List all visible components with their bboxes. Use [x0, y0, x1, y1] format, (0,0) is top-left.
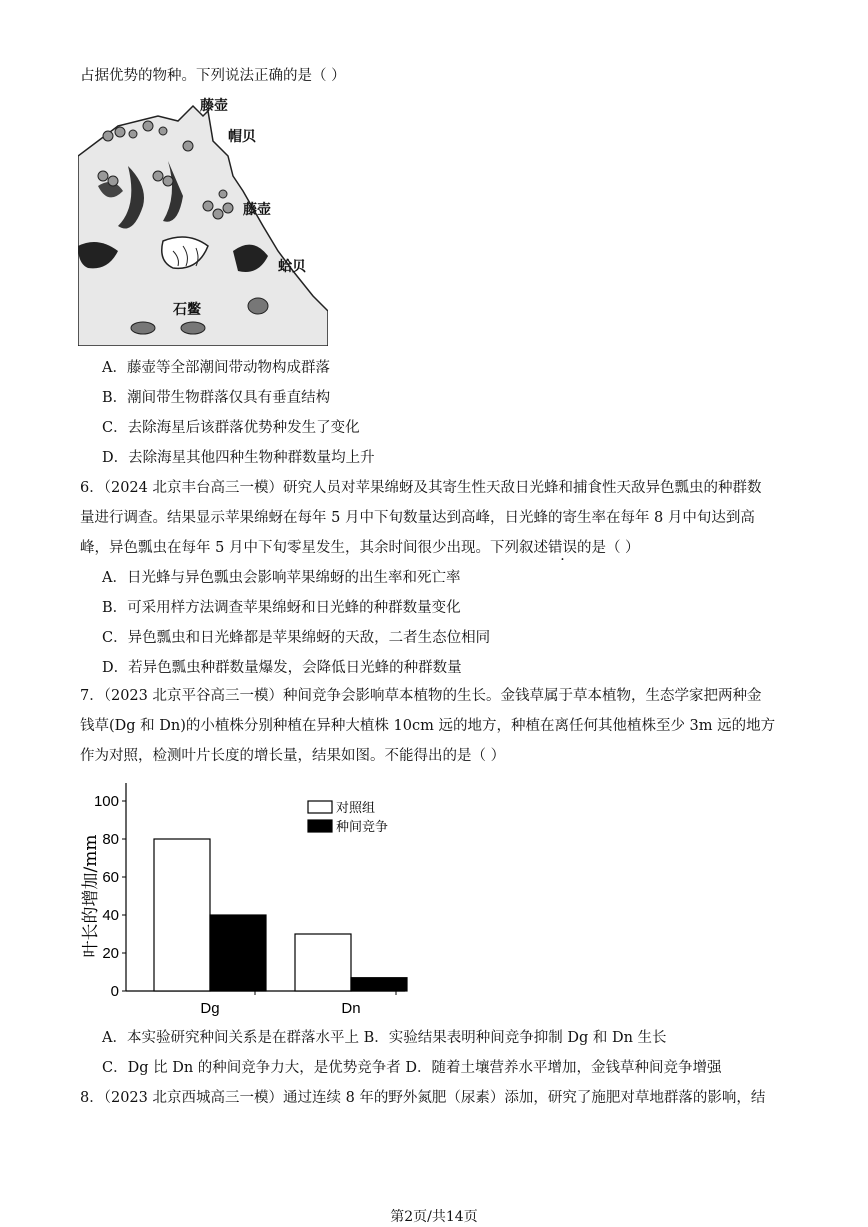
x-tick-label-dg: Dg	[200, 1000, 220, 1017]
q5-option-c: C．去除海星后该群落优势种发生了变化	[102, 420, 360, 436]
y-axis-label: 叶长的增加/mm	[81, 834, 101, 958]
y-tick-label-3: 60	[102, 869, 119, 886]
y-tick-label-4: 80	[102, 831, 119, 848]
q7-stem-line2: 钱草(Dg 和 Dn)的小植株分别种植在异种大植株 10cm 远的地方，种植在离任何其他植株至少 3m 远的地方	[80, 718, 776, 734]
q6-stem-line3-b: 的是（ ）	[576, 540, 640, 556]
q5-option-b: B．潮间带生物群落仅具有垂直结构	[102, 390, 331, 406]
legend-label-1: 种间竞争	[336, 820, 389, 835]
q6-stem-line3-a: 峰，异色瓢虫在每年 5 月中下旬零星发生，其余时间很少出现。下列叙述	[80, 540, 548, 556]
q6-stem-line2: 量进行调查。结果显示苹果绵蚜在每年 5 月中下旬数量达到高峰，日光蜂的寄生率在每年 8 月中旬达到高	[80, 510, 755, 526]
legend-label-0: 对照组	[336, 801, 376, 816]
chart-svg	[78, 776, 418, 1021]
legend-swatch-1	[308, 820, 332, 832]
intro-line: 占据优势的物种。下列说法正确的是（ ）	[80, 68, 346, 84]
q6-option-b: B．可采用样方法调查苹果绵蚜和日光蜂的种群数量变化	[102, 600, 461, 616]
q7-stem-line1: 7．（2023 北京平谷高三一模）种间竞争会影响草本植物的生长。金钱草属于草本植物，生态学家把两种金	[80, 688, 762, 704]
label-limpet: 帽贝	[228, 129, 256, 145]
y-tick-label-2: 40	[102, 907, 119, 924]
y-tick-label-1: 20	[102, 945, 119, 962]
q6-stem-line3	[80, 538, 640, 558]
label-chiton: 石鳖	[173, 302, 201, 318]
q7-stem-line3: 作为对照，检测叶片长度的增长量，结果如图。不能得出的是（ ）	[80, 748, 506, 764]
q6-option-d: D．若异色瓢虫种群数量爆发，会降低日光蜂的种群数量	[102, 660, 462, 676]
q6-option-a: A．日光蜂与异色瓢虫会影响苹果绵蚜的出生率和死亡率	[102, 570, 461, 586]
bar-dg-series-1	[210, 915, 266, 991]
q8-stem-line1: 8．（2023 北京西城高三一模）通过连续 8 年的野外氮肥（尿素）添加，研究了施肥对草地群落的影响，结	[80, 1090, 766, 1106]
label-mussel: 蛤贝	[278, 259, 306, 275]
y-tick-label-0: 0	[110, 983, 119, 1000]
label-barnacle-top: 藤壶	[200, 98, 228, 114]
x-tick-label-dn: Dn	[341, 1000, 361, 1017]
y-tick-label-5: 100	[93, 793, 119, 810]
q6-option-c: C．异色瓢虫和日光蜂都是苹果绵蚜的天敌，二者生态位相同	[102, 630, 491, 646]
q5-option-a: A．藤壶等全部潮间带动物构成群落	[102, 360, 330, 376]
leaf-growth-chart	[78, 776, 418, 1021]
q7-options-row2: C．Dg 比 Dn 的种间竞争力大，是优势竞争者 D．随着土壤营养水平增加，金钱草种间竞争增强	[102, 1060, 722, 1076]
label-barnacle-mid: 藤壶	[243, 202, 271, 218]
intertidal-illustration	[78, 96, 328, 346]
page-footer: 第2页/共14页	[390, 1209, 478, 1225]
q6-stem-line1: 6．（2024 北京丰台高三一模）研究人员对苹果绵蚜及其寄生性天敌日光蜂和捕食性天敌异色瓢虫的种群数	[80, 480, 762, 496]
q7-options-row1: A．本实验研究种间关系是在群落水平上 B．实验结果表明种间竞争抑制 Dg 和 Dn 生长	[102, 1030, 667, 1046]
q6-emphasis: 错误	[547, 540, 577, 556]
legend-swatch-0	[308, 801, 332, 813]
bar-dn-series-1	[351, 978, 407, 991]
bar-dn-series-0	[295, 934, 351, 991]
q5-option-d: D．去除海星其他四种生物种群数量均上升	[102, 450, 375, 466]
bar-dg-series-0	[154, 839, 210, 991]
